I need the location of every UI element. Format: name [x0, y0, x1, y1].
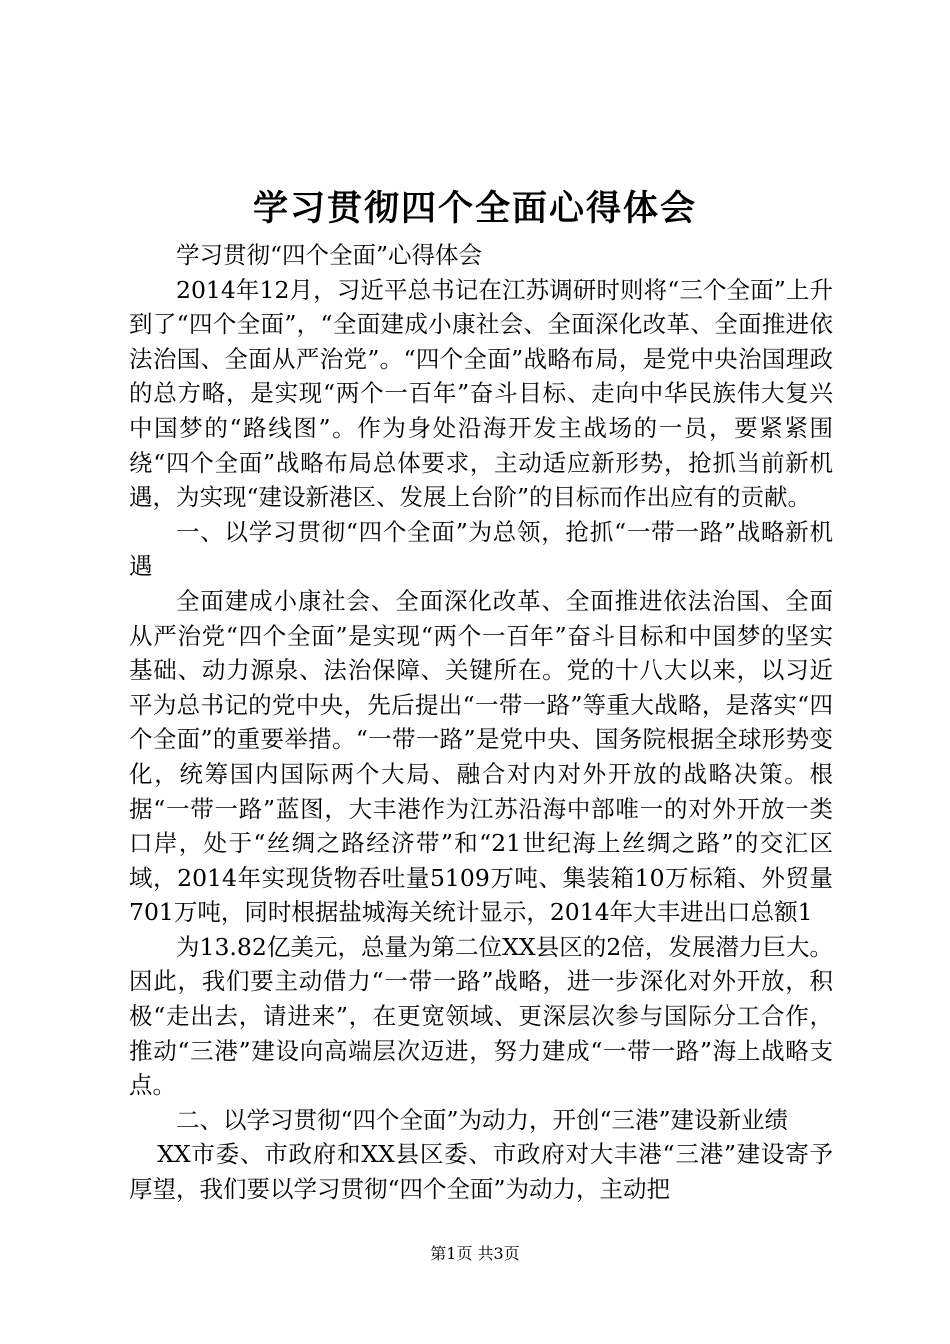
paragraph-intro: 2014年12月，习近平总书记在江苏调研时则将“三个全面”上升到了“四个全面”，“全面建成小康社会、全面深化改革、全面推进依法治国、全面从严治党”。“四个全面”战略布局，是党中央治国理政的总方略，是实现“两个一百年”奋斗目标、走向中华民族伟大复兴中国梦的“路线图”。作为身处沿海开发主战场的一员，要紧紧围绕“四个全面”战略布局总体要求，主动适应新形势，抢抓当前新机遇，为实现“建设新港区、发展上台阶”的目标而作出应有的贡献。: [129, 275, 833, 512]
section-heading-1: 一、以学习贯彻“四个全面”为总领，抢抓“一带一路”战略新机遇: [129, 517, 833, 581]
paragraph-section-1: 全面建成小康社会、全面深化改革、全面推进依法治国、全面从严治党“四个全面”是实现“两个一百年”奋斗目标和中国梦的坚实基础、动力源泉、法治保障、关键所在。党的十八大以来，以习近平为总书记的党中央，先后提出“一带一路”等重大战略，是落实“四个全面”的重要举措。“一带一路”是党中央、国务院根据全球形势变化，统筹国内国际两个大局、融合对内对外开放的战略决策。根据“一带一路”蓝图，大丰港作为江苏沿海中部唯一的对外开放一类口岸，处于“丝绸之路经济带”和“21世纪海上丝绸之路”的交汇区域，2014年实现货物吞吐量5109万吨、集装箱10万标箱、外贸量701万吨，同时根据盐城海关统计显示，2014年大丰进出口总额1: [129, 586, 833, 927]
paragraph-subtitle: 学习贯彻“四个全面”心得体会: [176, 241, 483, 269]
page-number-footer: 第1页 共3页: [430, 1244, 520, 1263]
paragraph-section-1-continued: 为13.82亿美元，总量为第二位XX县区的2倍，发展潜力巨大。因此，我们要主动借力“一带一路”战略，进一步深化对外开放，积极“走出去，请进来”，在更宽领域、更深层次参与国际分工合作，推动“三港”建设向高端层次迈进，努力建成“一带一路”海上战略支点。: [129, 932, 833, 1100]
paragraph-section-2: XX市委、市政府和XX县区委、市政府对大丰港“三港”建设寄予厚望，我们要以学习贯彻“四个全面”为动力，主动把: [129, 1140, 833, 1204]
section-heading-2: 二、以学习贯彻“四个全面”为动力，开创“三港”建设新业绩: [176, 1105, 789, 1134]
document-body: [129, 238, 833, 1207]
document-title: 学习贯彻四个全面心得体会: [252, 188, 697, 229]
